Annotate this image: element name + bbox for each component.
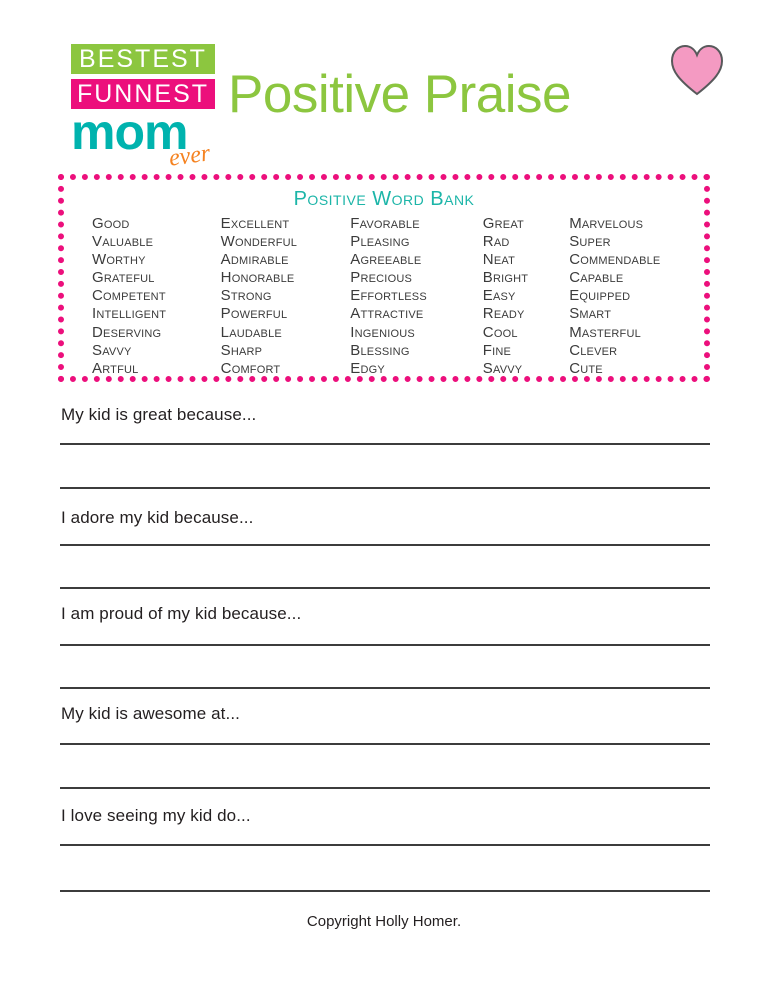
word-bank-word: Easy: [482, 287, 516, 305]
bestest-funnest-mom-ever-logo: [71, 44, 246, 172]
word-bank-word: Smart: [569, 305, 612, 323]
word-bank-word: Capable: [569, 269, 624, 287]
word-bank-word: Sharp: [220, 341, 263, 359]
prompt-label: I am proud of my kid because...: [61, 604, 302, 623]
copyright-notice: Copyright Holly Homer.: [306, 913, 462, 930]
word-bank-title: Positive Word Bank: [293, 188, 475, 210]
word-bank-word: Admirable: [220, 251, 289, 269]
word-bank-word: Cute: [569, 359, 603, 377]
word-bank-word: Favorable: [350, 215, 420, 232]
word-bank-word: Worthy: [92, 251, 146, 269]
prompt-label: My kid is awesome at...: [61, 704, 240, 723]
word-bank-column: [92, 215, 221, 378]
word-bank-word: Grateful: [92, 269, 155, 287]
word-bank-word: Strong: [220, 287, 272, 305]
logo-funnest-bar: FUNNEST: [71, 79, 215, 109]
word-bank-word: Savvy: [92, 341, 132, 359]
word-bank-panel: [58, 174, 710, 382]
word-bank-word: Blessing: [350, 341, 410, 359]
word-bank-word: Equipped: [569, 287, 631, 305]
word-bank-word: Comfort: [220, 359, 281, 377]
heart-icon: [670, 44, 724, 96]
prompt-label: My kid is great because...: [61, 405, 257, 424]
word-bank-word: Savvy: [482, 359, 523, 377]
logo-ever-script: ever: [167, 140, 212, 172]
word-bank-word: Artful: [92, 359, 139, 377]
writing-line[interactable]: [60, 787, 710, 789]
word-bank-word: Excellent: [220, 215, 290, 232]
writing-line[interactable]: [60, 443, 710, 445]
writing-line[interactable]: [60, 544, 710, 546]
word-bank-word: Deserving: [92, 323, 162, 341]
word-bank-word: Rad: [482, 233, 510, 251]
logo-bestest-bar: BESTEST: [71, 44, 215, 74]
word-bank-word: Edgy: [350, 359, 385, 377]
word-bank-word: Effortless: [350, 287, 427, 305]
word-bank-column: [221, 215, 351, 378]
word-bank-column: [569, 215, 694, 378]
word-bank-word: Clever: [569, 341, 618, 359]
word-bank-word: Good: [92, 215, 130, 232]
writing-line[interactable]: [60, 743, 710, 745]
word-bank-word: Ingenious: [350, 323, 415, 341]
word-bank-word: Bright: [482, 269, 529, 287]
word-bank-word: Powerful: [220, 305, 288, 323]
writing-line[interactable]: [60, 844, 710, 846]
word-bank-word: Pleasing: [350, 233, 410, 251]
word-bank-columns: [92, 215, 694, 378]
word-bank-word: Valuable: [92, 233, 154, 251]
word-bank-column: [483, 215, 569, 378]
page-title: Positive Praise: [228, 65, 572, 124]
word-bank-word: Cool: [482, 323, 518, 341]
word-bank-word: Super: [569, 233, 611, 251]
word-bank-word: Great: [482, 215, 524, 232]
word-bank-word: Neat: [482, 251, 515, 269]
word-bank-word: Honorable: [220, 269, 295, 287]
word-bank-word: Agreeable: [350, 251, 422, 269]
writing-line[interactable]: [60, 587, 710, 589]
word-bank-word: Attractive: [350, 305, 424, 323]
word-bank-word: Precious: [350, 269, 413, 287]
word-bank-word: Marvelous: [569, 215, 644, 232]
word-bank-word: Fine: [482, 341, 512, 359]
word-bank-column: [350, 215, 483, 378]
writing-line[interactable]: [60, 890, 710, 892]
writing-line[interactable]: [60, 687, 710, 689]
prompt-label: I adore my kid because...: [61, 508, 254, 527]
word-bank-word: Ready: [482, 305, 525, 323]
word-bank-word: Masterful: [569, 323, 641, 341]
writing-line[interactable]: [60, 487, 710, 489]
word-bank-word: Wonderful: [220, 233, 298, 251]
word-bank-word: Competent: [92, 287, 166, 305]
word-bank-word: Intelligent: [92, 305, 167, 323]
word-bank-word: Commendable: [569, 251, 661, 269]
prompt-label: I love seeing my kid do...: [61, 806, 251, 825]
word-bank-word: Laudable: [220, 323, 282, 341]
writing-line[interactable]: [60, 644, 710, 646]
logo-mom-text: mom: [71, 104, 188, 160]
